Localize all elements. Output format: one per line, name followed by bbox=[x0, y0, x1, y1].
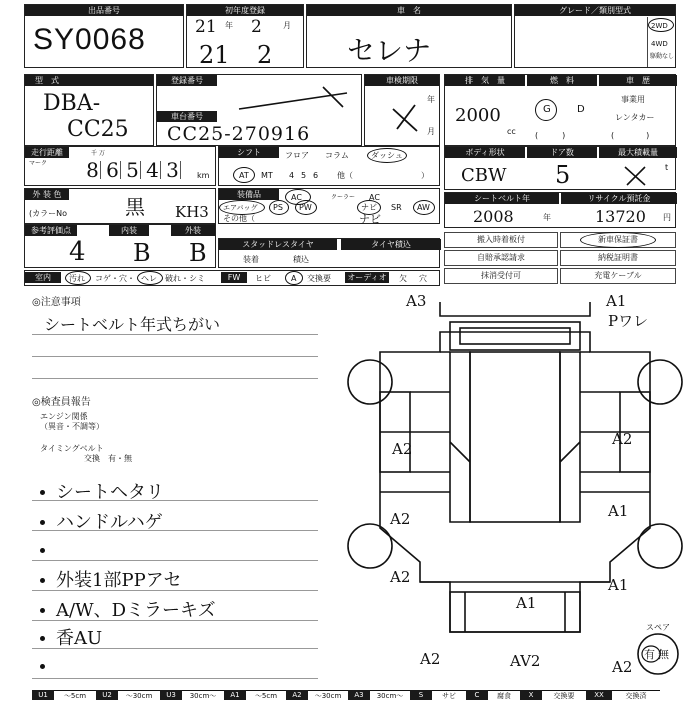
shift-4: 4 bbox=[289, 171, 295, 180]
note-line bbox=[32, 378, 318, 379]
reg-no-label: 登録番号 bbox=[157, 75, 217, 86]
exterior-value: B bbox=[189, 239, 207, 267]
seatbelt-value: 2008 bbox=[473, 207, 514, 226]
doc-item: 新車保証書 bbox=[560, 232, 676, 248]
shift-dash-circle bbox=[367, 148, 407, 163]
color-box bbox=[24, 188, 216, 224]
shift-at: AT bbox=[239, 171, 249, 180]
legend-value: ～5cm bbox=[54, 690, 96, 700]
fw-a-circle bbox=[285, 271, 303, 285]
model-type-line2: CC25 bbox=[67, 117, 129, 142]
car-diagram bbox=[340, 292, 690, 690]
drive-4wd: 4WD bbox=[651, 40, 668, 48]
note-line bbox=[32, 500, 318, 501]
engine-label: エンジン関係 bbox=[40, 412, 88, 421]
legend-value: ～30cm bbox=[118, 690, 160, 700]
fuel-label: 燃 料 bbox=[527, 75, 597, 86]
damage-mark: A1 bbox=[606, 292, 627, 310]
audio-item: 穴 bbox=[419, 274, 427, 283]
interior-value: B bbox=[133, 239, 151, 267]
note-line bbox=[32, 620, 318, 621]
legend-value: 交換要 bbox=[542, 690, 586, 700]
equip-other-label: その他（ bbox=[223, 214, 255, 223]
tire-label: タイヤ積込 bbox=[341, 239, 441, 250]
color-value: 黒 bbox=[125, 195, 145, 219]
capacity-cross bbox=[621, 163, 651, 189]
note-line bbox=[32, 648, 318, 649]
studless-box bbox=[218, 238, 440, 268]
fuel-d: D bbox=[577, 104, 585, 115]
doc-item: 納税証明書 bbox=[560, 250, 676, 266]
equipment-box bbox=[218, 188, 440, 224]
note-line bbox=[32, 334, 318, 335]
equip-ps-circle bbox=[269, 200, 289, 215]
spare-no: 無 bbox=[658, 648, 669, 661]
spare-yes: 有 bbox=[644, 648, 655, 661]
equipment-label: 装備品 bbox=[219, 189, 279, 200]
studless-fitted: 装着 bbox=[243, 255, 259, 264]
seatbelt-label: シートベルト年 bbox=[445, 193, 559, 204]
legend-key: U3 bbox=[160, 690, 182, 700]
note-bullet bbox=[40, 664, 45, 669]
displacement-value: 2000 bbox=[455, 105, 501, 126]
legend-value: ～5cm bbox=[246, 690, 286, 700]
shift-other-close: ） bbox=[421, 171, 429, 180]
shift-mt: MT bbox=[261, 171, 273, 180]
shift-label: シフト bbox=[219, 147, 279, 158]
equip-aw: AW bbox=[417, 203, 430, 212]
note-line bbox=[32, 356, 318, 357]
studless-label: スタッドレスタイヤ bbox=[219, 239, 337, 250]
caution-label: ◎注意事項 bbox=[32, 297, 81, 308]
exterior-label: 外装 bbox=[171, 225, 215, 236]
history-rental: レンタカー bbox=[615, 113, 655, 122]
note-item: シートヘタリ bbox=[56, 482, 164, 503]
note-item: 香AU bbox=[56, 628, 103, 649]
equip-airbag: エアバッグ bbox=[223, 204, 258, 212]
inspector-label: ◎検査員報告 bbox=[32, 397, 91, 408]
rating-label: 参考評価点 bbox=[25, 225, 77, 236]
equip-aw-circle bbox=[413, 200, 435, 215]
room-dirt-circle bbox=[65, 271, 91, 285]
shift-floor: フロア bbox=[285, 151, 309, 160]
room-item: 破れ・シミ bbox=[165, 274, 205, 283]
note-bullet bbox=[40, 578, 45, 583]
equip-airbag-circle bbox=[219, 200, 265, 215]
legend-key: A2 bbox=[286, 690, 308, 700]
displacement-box bbox=[444, 74, 676, 146]
equip-pw: PW bbox=[299, 203, 312, 212]
damage-mark: A1 bbox=[516, 594, 537, 612]
legend-key: A1 bbox=[224, 690, 246, 700]
mileage-digit: 6 bbox=[105, 161, 121, 179]
reg-no-strike bbox=[237, 83, 357, 113]
room-hetare-circle bbox=[137, 271, 163, 285]
note-line bbox=[32, 560, 318, 561]
doc-item: 搬入時着板付 bbox=[444, 232, 558, 248]
doors-value: 5 bbox=[555, 161, 571, 189]
note-line bbox=[32, 678, 318, 679]
color-code-value: KH3 bbox=[175, 203, 209, 221]
model-type-line1: DBA- bbox=[43, 91, 101, 116]
grade-box bbox=[514, 4, 676, 68]
note-bullet bbox=[40, 636, 45, 641]
interior-condition-box bbox=[24, 270, 440, 286]
shift-other: 他（ bbox=[337, 171, 353, 180]
mileage-label: 走行距離 bbox=[25, 147, 69, 158]
equip-ac: AC bbox=[291, 193, 302, 202]
damage-mark: A3 bbox=[406, 292, 427, 310]
rating-value: 4 bbox=[69, 237, 86, 267]
displacement-label: 排 気 量 bbox=[445, 75, 525, 86]
mileage-digit: 4 bbox=[145, 161, 161, 179]
damage-mark: A1 bbox=[608, 576, 629, 594]
legend-key: A3 bbox=[348, 690, 370, 700]
note-bullet bbox=[40, 490, 45, 495]
paren-1: ( ) bbox=[535, 131, 566, 140]
legend-key: XX bbox=[586, 690, 612, 700]
mileage-box bbox=[24, 146, 216, 186]
fuel-g: G bbox=[543, 104, 551, 115]
damage-mark: A2 bbox=[390, 510, 411, 528]
note-line bbox=[32, 530, 318, 531]
audio-label: オーディオ bbox=[345, 272, 389, 283]
legend-value: 腐食 bbox=[488, 690, 520, 700]
inspection-label: 車検期限 bbox=[365, 75, 439, 86]
recycle-value: 13720 bbox=[595, 207, 646, 226]
rating-box bbox=[24, 224, 216, 268]
drive-options bbox=[647, 17, 675, 67]
damage-mark: A2 bbox=[390, 568, 411, 586]
timing-sub: 交換 有・無 bbox=[84, 454, 132, 463]
mileage-digit: 3 bbox=[165, 161, 181, 179]
history-business: 事業用 bbox=[621, 95, 645, 104]
legend-value: ～30cm bbox=[308, 690, 348, 700]
mileage-digit: 5 bbox=[125, 161, 141, 179]
timing-label: タイミングベルト bbox=[40, 444, 104, 453]
model-type-box bbox=[24, 74, 154, 146]
audio-item: 欠 bbox=[399, 274, 407, 283]
registration-box bbox=[156, 74, 362, 146]
documents-grid bbox=[444, 232, 676, 286]
shift-6: 6 bbox=[313, 171, 319, 180]
body-box bbox=[444, 146, 676, 190]
note-item: A/W、Dミラーキズ bbox=[56, 600, 216, 621]
reg-year: 21 bbox=[199, 41, 230, 69]
mileage-unit: km bbox=[197, 171, 210, 180]
drive-2wd-circle bbox=[648, 18, 674, 32]
shift-column: コラム bbox=[325, 151, 349, 160]
shift-dash: ダッシュ bbox=[371, 151, 403, 160]
legend-key: C bbox=[466, 690, 488, 700]
drive-2wd: 2WD bbox=[651, 22, 668, 30]
capacity-unit: t bbox=[665, 163, 669, 172]
damage-mark: A2 bbox=[612, 658, 633, 676]
lot-number: SY0068 bbox=[33, 23, 146, 56]
history-label: 車 歴 bbox=[599, 75, 677, 86]
doc-item: 自賠承認請求 bbox=[444, 250, 558, 266]
damage-mark: A2 bbox=[612, 430, 633, 448]
inspection-box bbox=[364, 74, 440, 146]
note-line bbox=[32, 590, 318, 591]
fw-label: FW bbox=[221, 272, 247, 283]
equip-pw-circle bbox=[295, 200, 317, 215]
room-label: 室内 bbox=[25, 272, 61, 283]
equip-sr: SR bbox=[391, 203, 402, 212]
doors-label: ドア数 bbox=[527, 147, 597, 158]
month-mark: 月 bbox=[283, 21, 291, 30]
drive-none: 駆動なし bbox=[650, 53, 675, 60]
chassis-label: 車台番号 bbox=[157, 111, 217, 122]
lot-number-box bbox=[24, 4, 184, 68]
legend-value: サビ bbox=[432, 690, 466, 700]
damage-mark: A1 bbox=[608, 502, 629, 520]
doc-item: 充電ケーブル bbox=[560, 268, 676, 284]
studless-loaded: 積込 bbox=[293, 255, 309, 264]
chassis-number: CC25-270916 bbox=[167, 123, 311, 145]
legend-value: 30cm～ bbox=[370, 690, 410, 700]
inspection-cross bbox=[389, 101, 423, 135]
inspection-month-mark: 月 bbox=[427, 127, 435, 136]
room-item: 汚れ bbox=[69, 274, 85, 283]
fw-item: 交換要 bbox=[307, 274, 331, 283]
recycle-yen: 円 bbox=[663, 213, 671, 222]
legend-key: U2 bbox=[96, 690, 118, 700]
car-name-box bbox=[306, 4, 512, 68]
engine-sub: （異音・不調等） bbox=[40, 422, 104, 431]
legend-key: S bbox=[410, 690, 432, 700]
legend-value: 交換済 bbox=[612, 690, 660, 700]
doc-new-warranty-circle bbox=[580, 232, 656, 248]
seatbelt-year: 年 bbox=[543, 213, 551, 222]
reg-month: 2 bbox=[257, 41, 273, 69]
first-reg-year: 21 bbox=[195, 17, 217, 37]
note-item: ハンドルハゲ bbox=[56, 512, 163, 533]
mileage-digit: 8 bbox=[85, 161, 101, 179]
fw-item: ヒビ bbox=[255, 274, 271, 283]
mileage-sub: マーク bbox=[29, 160, 48, 167]
cc-unit: cc bbox=[507, 127, 516, 136]
note-item: 外装1部PPアセ bbox=[56, 570, 182, 591]
first-registration-box bbox=[186, 4, 304, 68]
year-mark: 年 bbox=[225, 21, 233, 30]
spare-label: スペア bbox=[646, 623, 670, 632]
note-bullet bbox=[40, 520, 45, 525]
note-bullet bbox=[40, 608, 45, 613]
fw-item: A bbox=[291, 274, 297, 283]
doc-item: 抹消受付可 bbox=[444, 268, 558, 284]
equip-other-value: ナビ bbox=[359, 213, 381, 226]
caution-text: シートベルト年式ちがい bbox=[44, 315, 221, 334]
lot-label: 出品番号 bbox=[25, 5, 183, 16]
legend-value: 30cm～ bbox=[182, 690, 224, 700]
legend-key: U1 bbox=[32, 690, 54, 700]
damage-mark: Pワレ bbox=[608, 312, 649, 330]
room-item: コゲ・穴・ bbox=[95, 274, 135, 283]
body-value: CBW bbox=[461, 165, 507, 186]
equip-ac2: AC bbox=[369, 193, 380, 202]
fuel-g-circle bbox=[535, 99, 557, 121]
model-type-label: 型 式 bbox=[25, 75, 153, 86]
first-reg-month: 2 bbox=[251, 17, 262, 37]
seatbelt-box bbox=[444, 192, 676, 228]
car-name-label: 車 名 bbox=[307, 5, 511, 16]
note-bullet bbox=[40, 548, 45, 553]
shift-5: 5 bbox=[301, 171, 307, 180]
body-label: ボディ形状 bbox=[445, 147, 525, 158]
interior-label: 内装 bbox=[109, 225, 149, 236]
capacity-label: 最大積載量 bbox=[599, 147, 677, 158]
legend-key: X bbox=[520, 690, 542, 700]
meter-note: 千 万 bbox=[91, 150, 105, 157]
grade-label: グレード／類別型式 bbox=[515, 5, 675, 16]
shift-at-circle bbox=[233, 167, 255, 183]
room-item: ヘレ bbox=[141, 274, 157, 283]
shift-box bbox=[218, 146, 440, 186]
first-reg-label: 初年度登録 bbox=[187, 5, 303, 16]
car-name: セレナ bbox=[347, 34, 432, 67]
paren-2: ( ) bbox=[611, 131, 650, 140]
equip-ps: PS bbox=[273, 203, 283, 212]
color-code-label: (カラーNo bbox=[29, 209, 67, 218]
equip-cooler: クーラー bbox=[331, 194, 356, 201]
recycle-label: リサイクル預託金 bbox=[561, 193, 677, 204]
color-label: 外 装 色 bbox=[25, 189, 69, 200]
damage-mark: AV2 bbox=[510, 652, 541, 670]
damage-mark: A2 bbox=[392, 440, 413, 458]
inspection-year-mark: 年 bbox=[427, 95, 435, 104]
equip-navi: ナビ bbox=[361, 203, 377, 212]
damage-mark: A2 bbox=[420, 650, 441, 668]
